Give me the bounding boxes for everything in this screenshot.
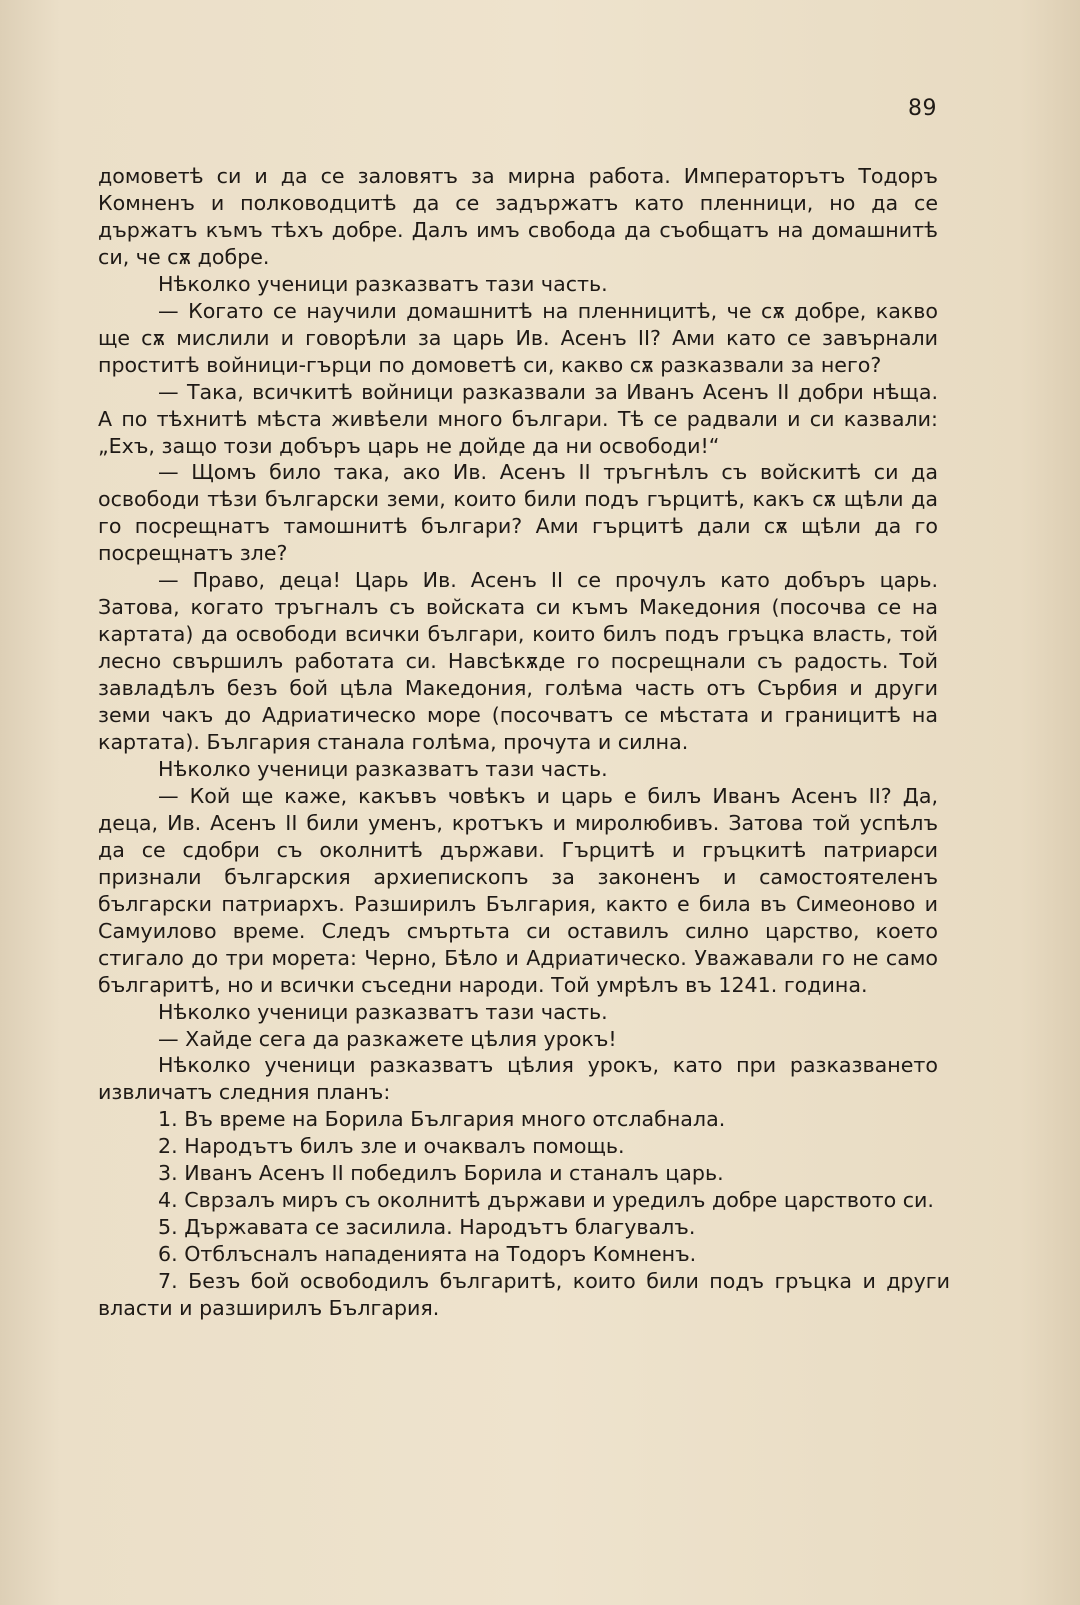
paragraph: — Право, деца! Царь Ив. Асенъ II се прочулъ като добъръ царь. Затова, когато тръгналъ съ войската си къмъ Македония (посочва се на картата) да освободи всички българи, които билъ подъ гръцка власть, той лесно свършилъ работата си. Навсѣкѫде го посрещнали съ радость. Той завладѣлъ безъ бой цѣла Македония, голѣма часть отъ Сърбия и други земи чакъ до Адриатическо море (посочватъ се мѣстата и границитѣ на картата). България станала голѣма, прочута и силна.: [98, 568, 938, 755]
paragraph: Нѣколко ученици разказватъ цѣлия урокъ, като при разказването извличатъ следния планъ:: [98, 1053, 938, 1105]
paragraph: — Хайде сега да разкажете цѣлия урокъ!: [158, 1026, 617, 1051]
paragraph: — Кой ще каже, какъвъ човѣкъ и царь е билъ Иванъ Асенъ II? Да, деца, Ив. Асенъ II били уменъ, кротъкъ и миролюбивъ. Затова той успѣлъ да се сдобри съ околнитѣ държави. Гърцитѣ и гръцкитѣ патриарси признали българския архиепископъ за законенъ и самостоятеленъ български патриархъ. Разширилъ България, както е била въ Симеоново и Самуилово време. Следъ смъртьта си оставилъ силно царство, което стигало до три морета: Черно, Бѣло и Адриатическо. Уважавали го не само българитѣ, но и всички съседни народи. Той умрѣлъ въ 1241. година.: [98, 783, 938, 997]
paragraph: — Така, всичкитѣ войници разказвали за Иванъ Асенъ II добри нѣща. А по тѣхнитѣ мѣста живѣели много българи. Тѣ се радвали и си казвали: „Ехъ, защо този добъръ царь не дойде да ни освободи!“: [98, 379, 938, 458]
plan-item: 3. Иванъ Асенъ II победилъ Борила и станалъ царь.: [158, 1161, 724, 1186]
paragraph: Нѣколко ученици разказватъ тази часть.: [158, 756, 608, 781]
plan-item: 5. Държавата се засилила. Народътъ благувалъ.: [158, 1215, 696, 1240]
plan-item: 1. Въ време на Борила България много отслабнала.: [158, 1107, 726, 1132]
paragraph: домоветѣ си и да се заловятъ за мирна работа. Императорътъ Тодоръ Комненъ и полководцитѣ да се задържатъ като пленници, но да се държатъ къмъ тѣхъ добре. Далъ имъ свобода да съобщатъ на домашнитѣ си, че сѫ добре.: [98, 164, 938, 269]
lesson-plan-list: [98, 1106, 950, 1322]
paragraph: — Когато се научили домашнитѣ на пленницитѣ, че сѫ добре, какво ще сѫ мислили и говорѣли за царь Ив. Асенъ II? Ами като се завърнали проститѣ войници-гърци по домоветѣ си, какво сѫ разказвали за него?: [98, 298, 938, 377]
paragraph: Нѣколко ученици разказватъ тази часть.: [158, 999, 608, 1024]
page-text: [98, 163, 950, 1322]
plan-item: 4. Сврзалъ миръ съ околнитѣ държави и уредилъ добре царството си.: [158, 1188, 934, 1213]
page-number: 89: [908, 96, 937, 121]
plan-item: 7. Безъ бой освободилъ българитѣ, които били подъ гръцка и други власти и разширилъ България.: [98, 1269, 950, 1321]
plan-item: 6. Отблъсналъ нападенията на Тодоръ Комненъ.: [158, 1242, 697, 1267]
paragraph: Нѣколко ученици разказватъ тази часть.: [158, 271, 608, 296]
plan-item: 2. Народътъ билъ зле и очаквалъ помощь.: [158, 1134, 625, 1159]
paragraph: — Щомъ било така, ако Ив. Асенъ II тръгнѣлъ съ войскитѣ си да освободи тѣзи български земи, които били подъ гърцитѣ, какъ сѫ щѣли да го посрещнатъ тамошнитѣ българи? Ами гърцитѣ дали сѫ щѣли да го посрещнатъ зле?: [98, 460, 938, 566]
